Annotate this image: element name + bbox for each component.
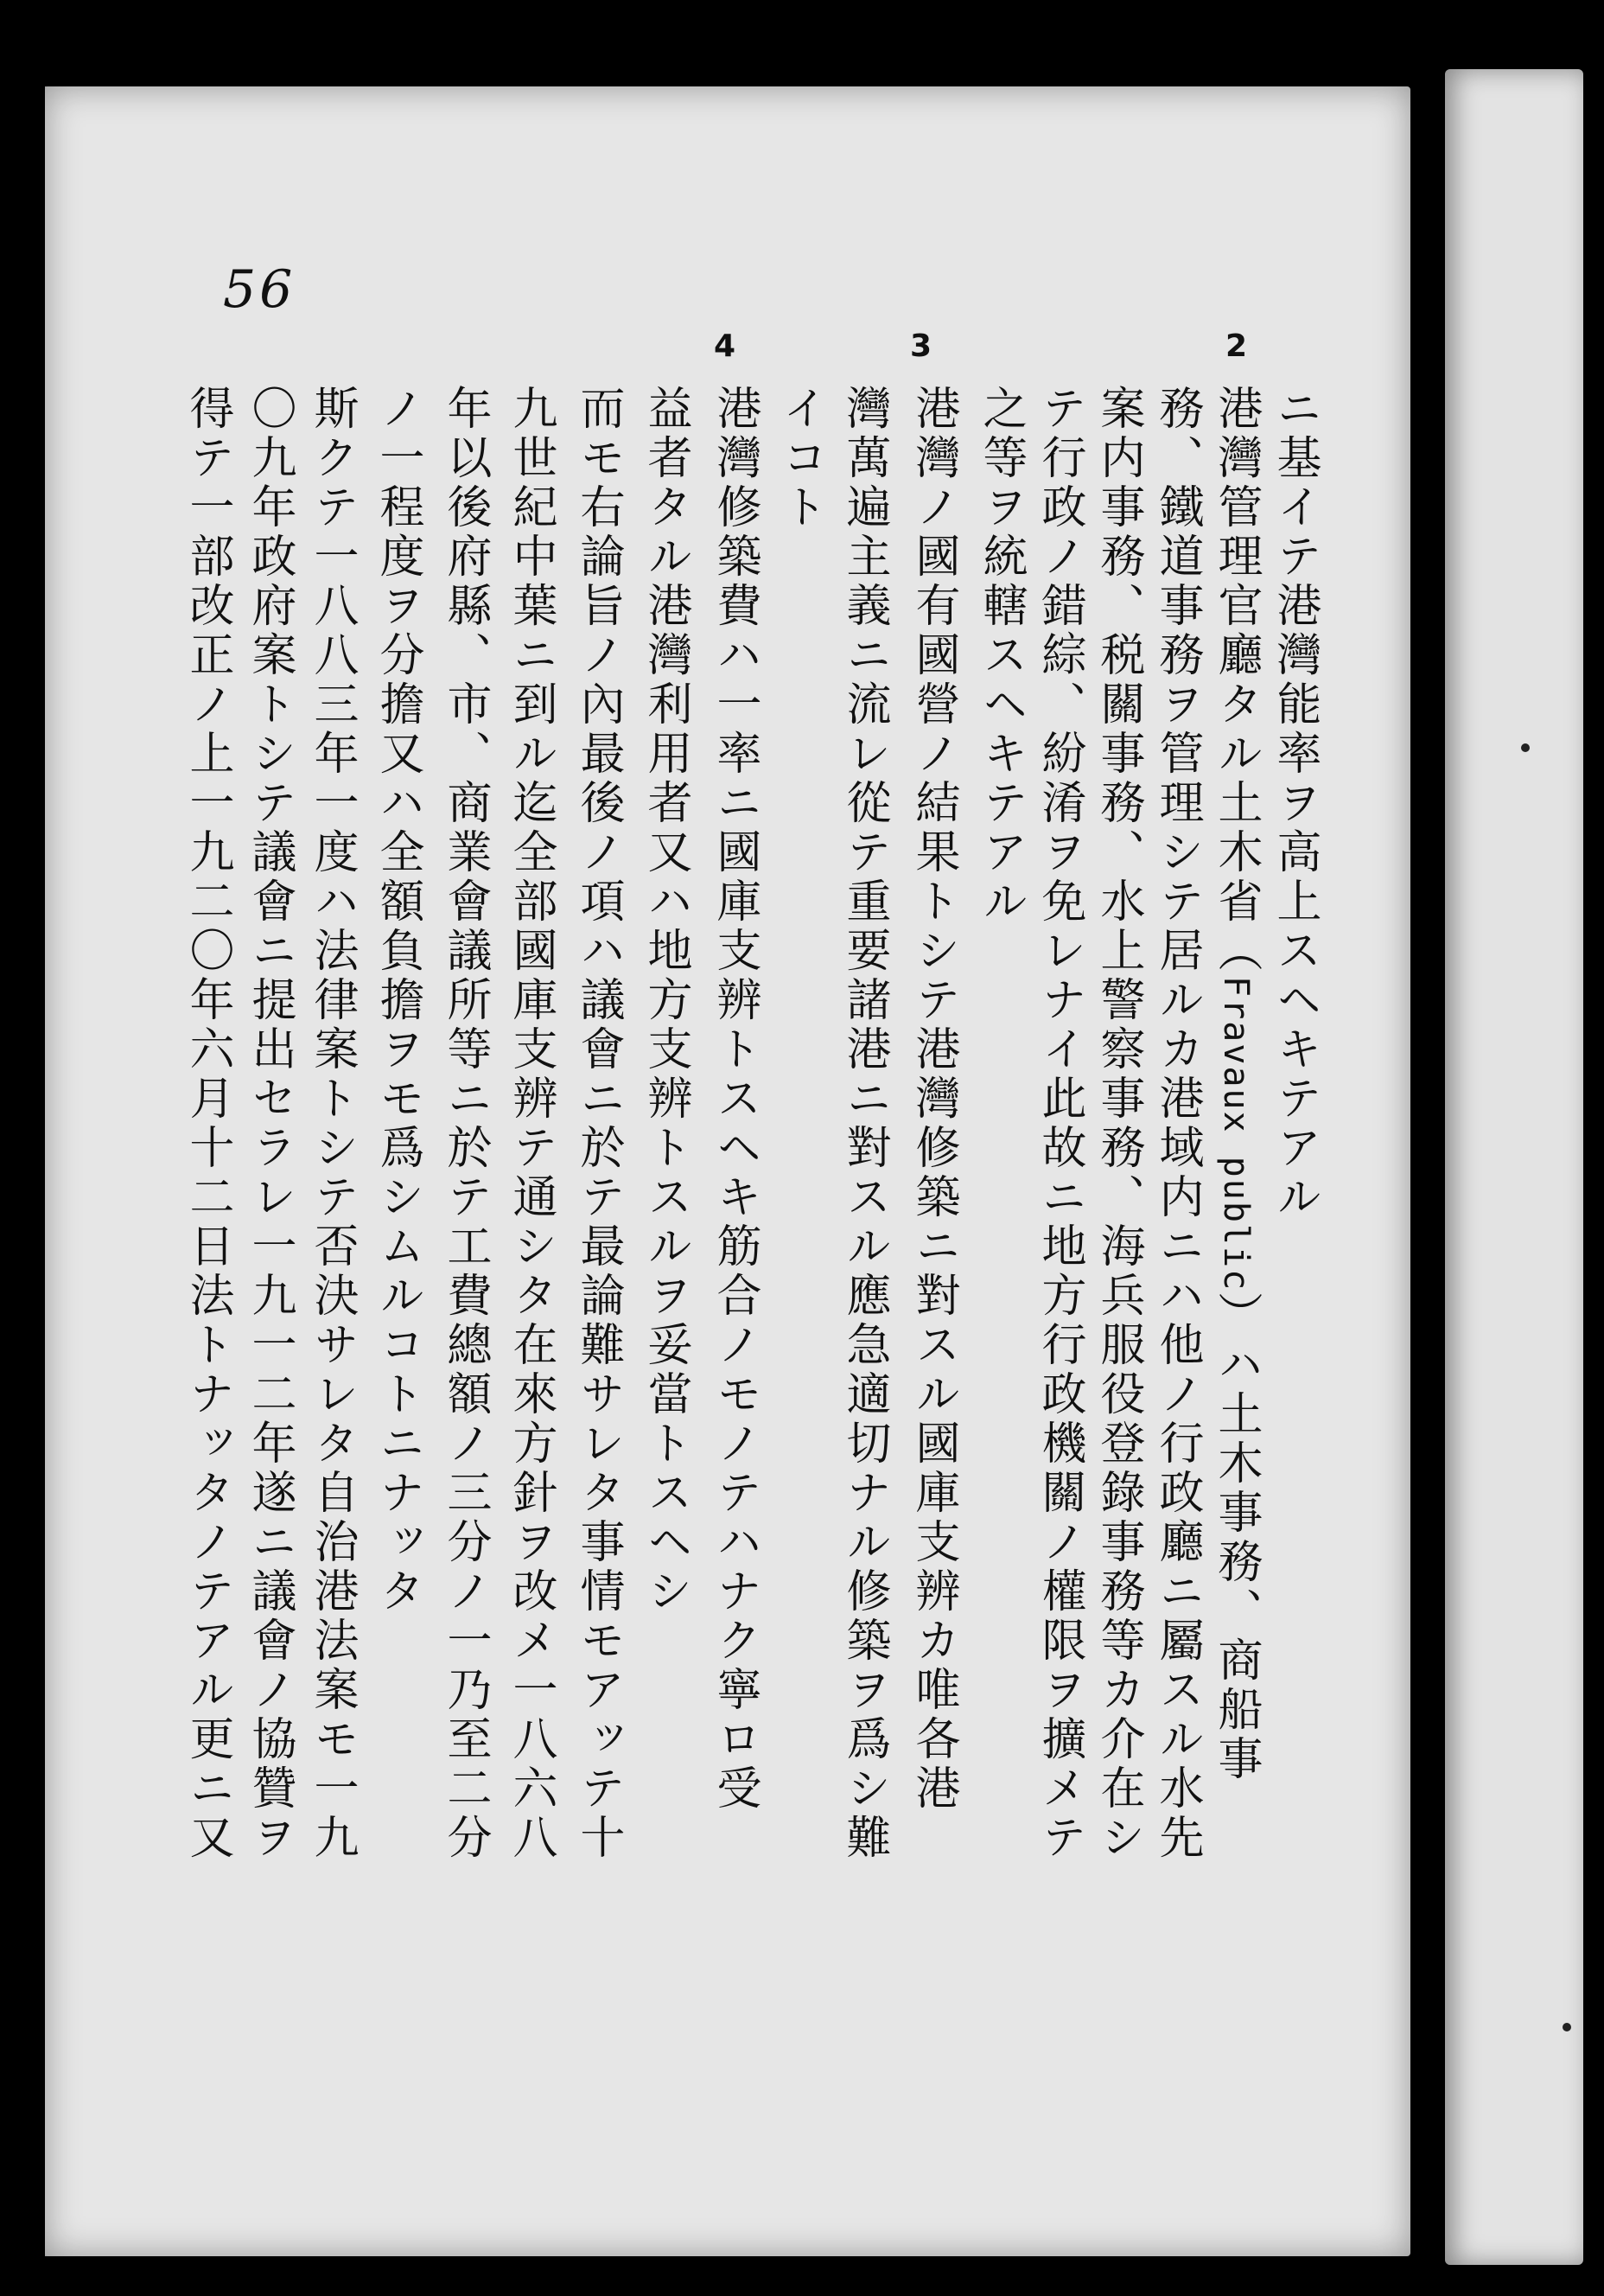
text-column-14: 年以後府縣、市、商業會議所等ニ於テ工費總額ノ三分ノ一乃至二分 — [439, 385, 491, 1863]
text-column-12: 而モ右論旨ノ內最後ノ項ハ議會ニ於テ最論難サレタ事情モアッテ十 — [572, 385, 624, 1863]
page-number: 56 — [223, 259, 296, 320]
text-column-13: 九世紀中葉ニ到ル迄全部國庫支辨テ通シタ在來方針ヲ改メ一八六八 — [505, 385, 557, 1863]
text-column-18: 得テ一部改正ノ上一九二〇年六月十二日法トナッタノテアル更ニ又 — [181, 385, 233, 1863]
section-marker-2: 2 — [1225, 328, 1248, 364]
section-marker-4: 4 — [714, 328, 736, 364]
text-column-2-part-a: 港灣管理官廳タル土木省（ — [1210, 385, 1262, 976]
scan-speck — [1563, 2023, 1571, 2031]
text-column-9: イコト — [774, 385, 826, 533]
text-column-10: 港灣修築費ハ一率ニ國庫支辨トスヘキ筋合ノモノテハナク寧ロ受 — [709, 385, 761, 1814]
text-column-16: 斯クテ一八八三年一度ハ法律案トシテ否決サレタ自治港法案モ一九 — [306, 385, 358, 1863]
text-column-5: テ行政ノ錯綜、紛淆ヲ免レナイ此故ニ地方行政機關ノ權限ヲ擴メテ — [1034, 385, 1085, 1863]
text-column-2 — [1210, 385, 1262, 1784]
latin-term: Fravaux public — [1216, 976, 1256, 1292]
facing-page-edge — [1445, 69, 1583, 2265]
text-column-7: 港灣ノ國有國營ノ結果トシテ港灣修築ニ對スル國庫支辨カ唯各港 — [907, 385, 959, 1814]
scan-speck — [1521, 743, 1530, 752]
text-column-8: 灣萬遍主義ニ流レ從テ重要諸港ニ對スル應急適切ナル修築ヲ爲シ難 — [838, 385, 890, 1863]
text-column-2-part-b: ）ハ土木事務、商船事 — [1210, 1292, 1262, 1785]
text-column-4: 案内事務、税關事務、水上警察事務、海兵服役登錄事務等カ介在シ — [1092, 385, 1144, 1863]
text-column-1: ニ基イテ港灣能率ヲ高上スヘキテアル — [1269, 385, 1321, 1222]
section-marker-3: 3 — [910, 328, 932, 364]
text-column-11: 益者タル港灣利用者又ハ地方支辨トスルヲ妥當トスヘシ — [640, 385, 691, 1617]
text-column-15: ノ一程度ヲ分擔又ハ全額負擔ヲモ爲シムルコトニナッタ — [372, 385, 423, 1617]
text-column-3: 務、鐵道事務ヲ管理シテ居ルカ港域内ニハ他ノ行政廳ニ屬スル水先 — [1151, 385, 1203, 1863]
text-column-6: 之等ヲ統轄スヘキテアル — [975, 385, 1027, 927]
text-column-17: 〇九年政府案トシテ議會ニ提出セラレ一九一二年遂ニ議會ノ協贊ヲ — [244, 385, 296, 1863]
